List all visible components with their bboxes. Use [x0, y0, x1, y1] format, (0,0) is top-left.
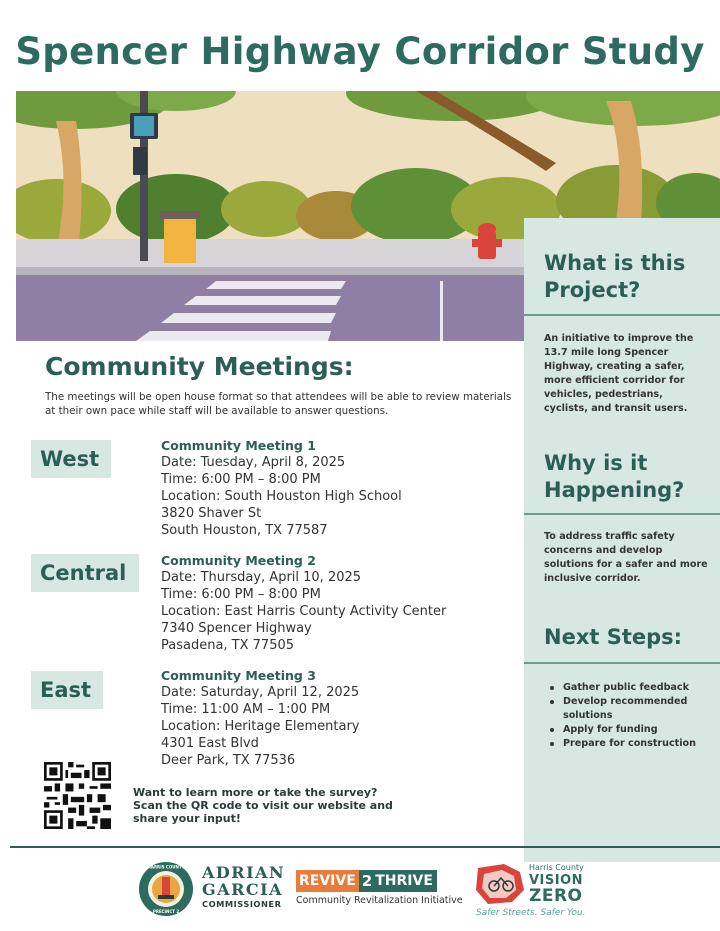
vz-zero: ZERO	[529, 886, 583, 906]
revive-2-thrive-logo	[296, 870, 463, 906]
survey-cta	[133, 786, 393, 825]
r2t-two: 2	[359, 870, 375, 892]
next-steps-list	[550, 681, 720, 751]
meetings-description: The meetings will be open house format so that attendees will be able to review materials at their own pace while staff will be available to answer questions.	[45, 391, 512, 417]
survey-line1: Want to learn more or take the survey?	[133, 786, 378, 799]
meetings-heading: Community Meetings:	[45, 352, 354, 381]
meeting-address-line2: South Houston, TX 77587	[161, 523, 328, 538]
svg-text:HARRIS COUNTY: HARRIS COUNTY	[147, 864, 185, 870]
page-title: Spencer Highway Corridor Study	[15, 30, 705, 73]
meeting-date: Date: Tuesday, April 8, 2025	[161, 455, 346, 470]
meeting-time: Time: 11:00 AM – 1:00 PM	[161, 702, 331, 717]
why-text: To address traffic safety concerns and develop solutions for a safer and more inclusive corridor.	[544, 531, 708, 584]
meeting-location: Location: South Houston High School	[161, 489, 402, 504]
meeting-title: Community Meeting 2	[161, 553, 316, 568]
r2t-subtitle: Community Revitalization Initiative	[296, 895, 463, 906]
meeting-3	[161, 667, 360, 769]
qr-code[interactable]	[44, 762, 111, 829]
meeting-date: Date: Saturday, April 12, 2025	[161, 685, 360, 700]
meeting-time: Time: 6:00 PM – 8:00 PM	[161, 587, 321, 602]
vz-tagline: Safer Streets. Safer You.	[476, 908, 586, 918]
meeting-address-line1: 4301 East Blvd	[161, 736, 259, 751]
r2t-revive: REVIVE	[296, 870, 359, 892]
meeting-address-line2: Deer Park, TX 77536	[161, 753, 296, 768]
list-item: Prepare for construction	[550, 737, 720, 751]
meeting-address-line1: 7340 Spencer Highway	[161, 621, 312, 636]
why-heading-line2: Happening?	[544, 478, 685, 502]
harris-county-seal-logo	[138, 861, 194, 917]
meeting-time: Time: 6:00 PM – 8:00 PM	[161, 472, 321, 487]
footer-divider	[10, 846, 720, 848]
meeting-date: Date: Thursday, April 10, 2025	[161, 570, 362, 585]
info-sidebar	[524, 218, 720, 862]
meeting-1	[161, 437, 402, 539]
commissioner-first-name: ADRIAN	[202, 863, 286, 882]
what-heading-line1: What is this	[544, 251, 686, 275]
commissioner-last-name: GARCIA	[202, 880, 284, 899]
list-item: Apply for funding	[550, 723, 720, 737]
meeting-address-line2: Pasadena, TX 77505	[161, 638, 295, 653]
divider	[524, 662, 720, 664]
divider	[524, 314, 720, 316]
list-item: Develop recommended solutions	[550, 695, 720, 723]
vision-zero-map-icon	[474, 862, 526, 906]
vision-zero-logo	[474, 860, 624, 920]
region-label-west: West	[31, 440, 111, 478]
commissioner-role: COMMISSIONER	[202, 899, 282, 909]
vz-county: Harris County	[529, 863, 584, 872]
why-heading	[544, 450, 684, 504]
vz-vision: VISION	[529, 873, 584, 888]
why-heading-line1: Why is it	[544, 451, 648, 475]
what-text: An initiative to improve the 13.7 mile long Spencer Highway, creating a safer, more efficient corridor for vehicles, pedestrians, cyclists, and transit users.	[544, 333, 694, 414]
r2t-thrive: THRIVE	[375, 870, 437, 892]
what-heading	[544, 250, 685, 304]
svg-text:PRECINCT 2: PRECINCT 2	[152, 909, 180, 914]
next-heading: Next Steps:	[544, 625, 683, 649]
what-heading-line2: Project?	[544, 278, 641, 302]
commissioner-logo	[202, 864, 285, 910]
meeting-location: Location: East Harris County Activity Center	[161, 604, 447, 619]
meeting-location: Location: Heritage Elementary	[161, 719, 360, 734]
divider	[524, 513, 720, 515]
region-label-east: East	[31, 671, 103, 709]
region-label-central: Central	[31, 554, 139, 592]
meeting-title: Community Meeting 1	[161, 438, 316, 453]
meeting-2	[161, 552, 446, 654]
survey-line2: Scan the QR code to visit our website and share your input!	[133, 799, 393, 825]
meeting-title: Community Meeting 3	[161, 668, 316, 683]
meeting-address-line1: 3820 Shaver St	[161, 506, 262, 521]
list-item: Gather public feedback	[550, 681, 720, 695]
